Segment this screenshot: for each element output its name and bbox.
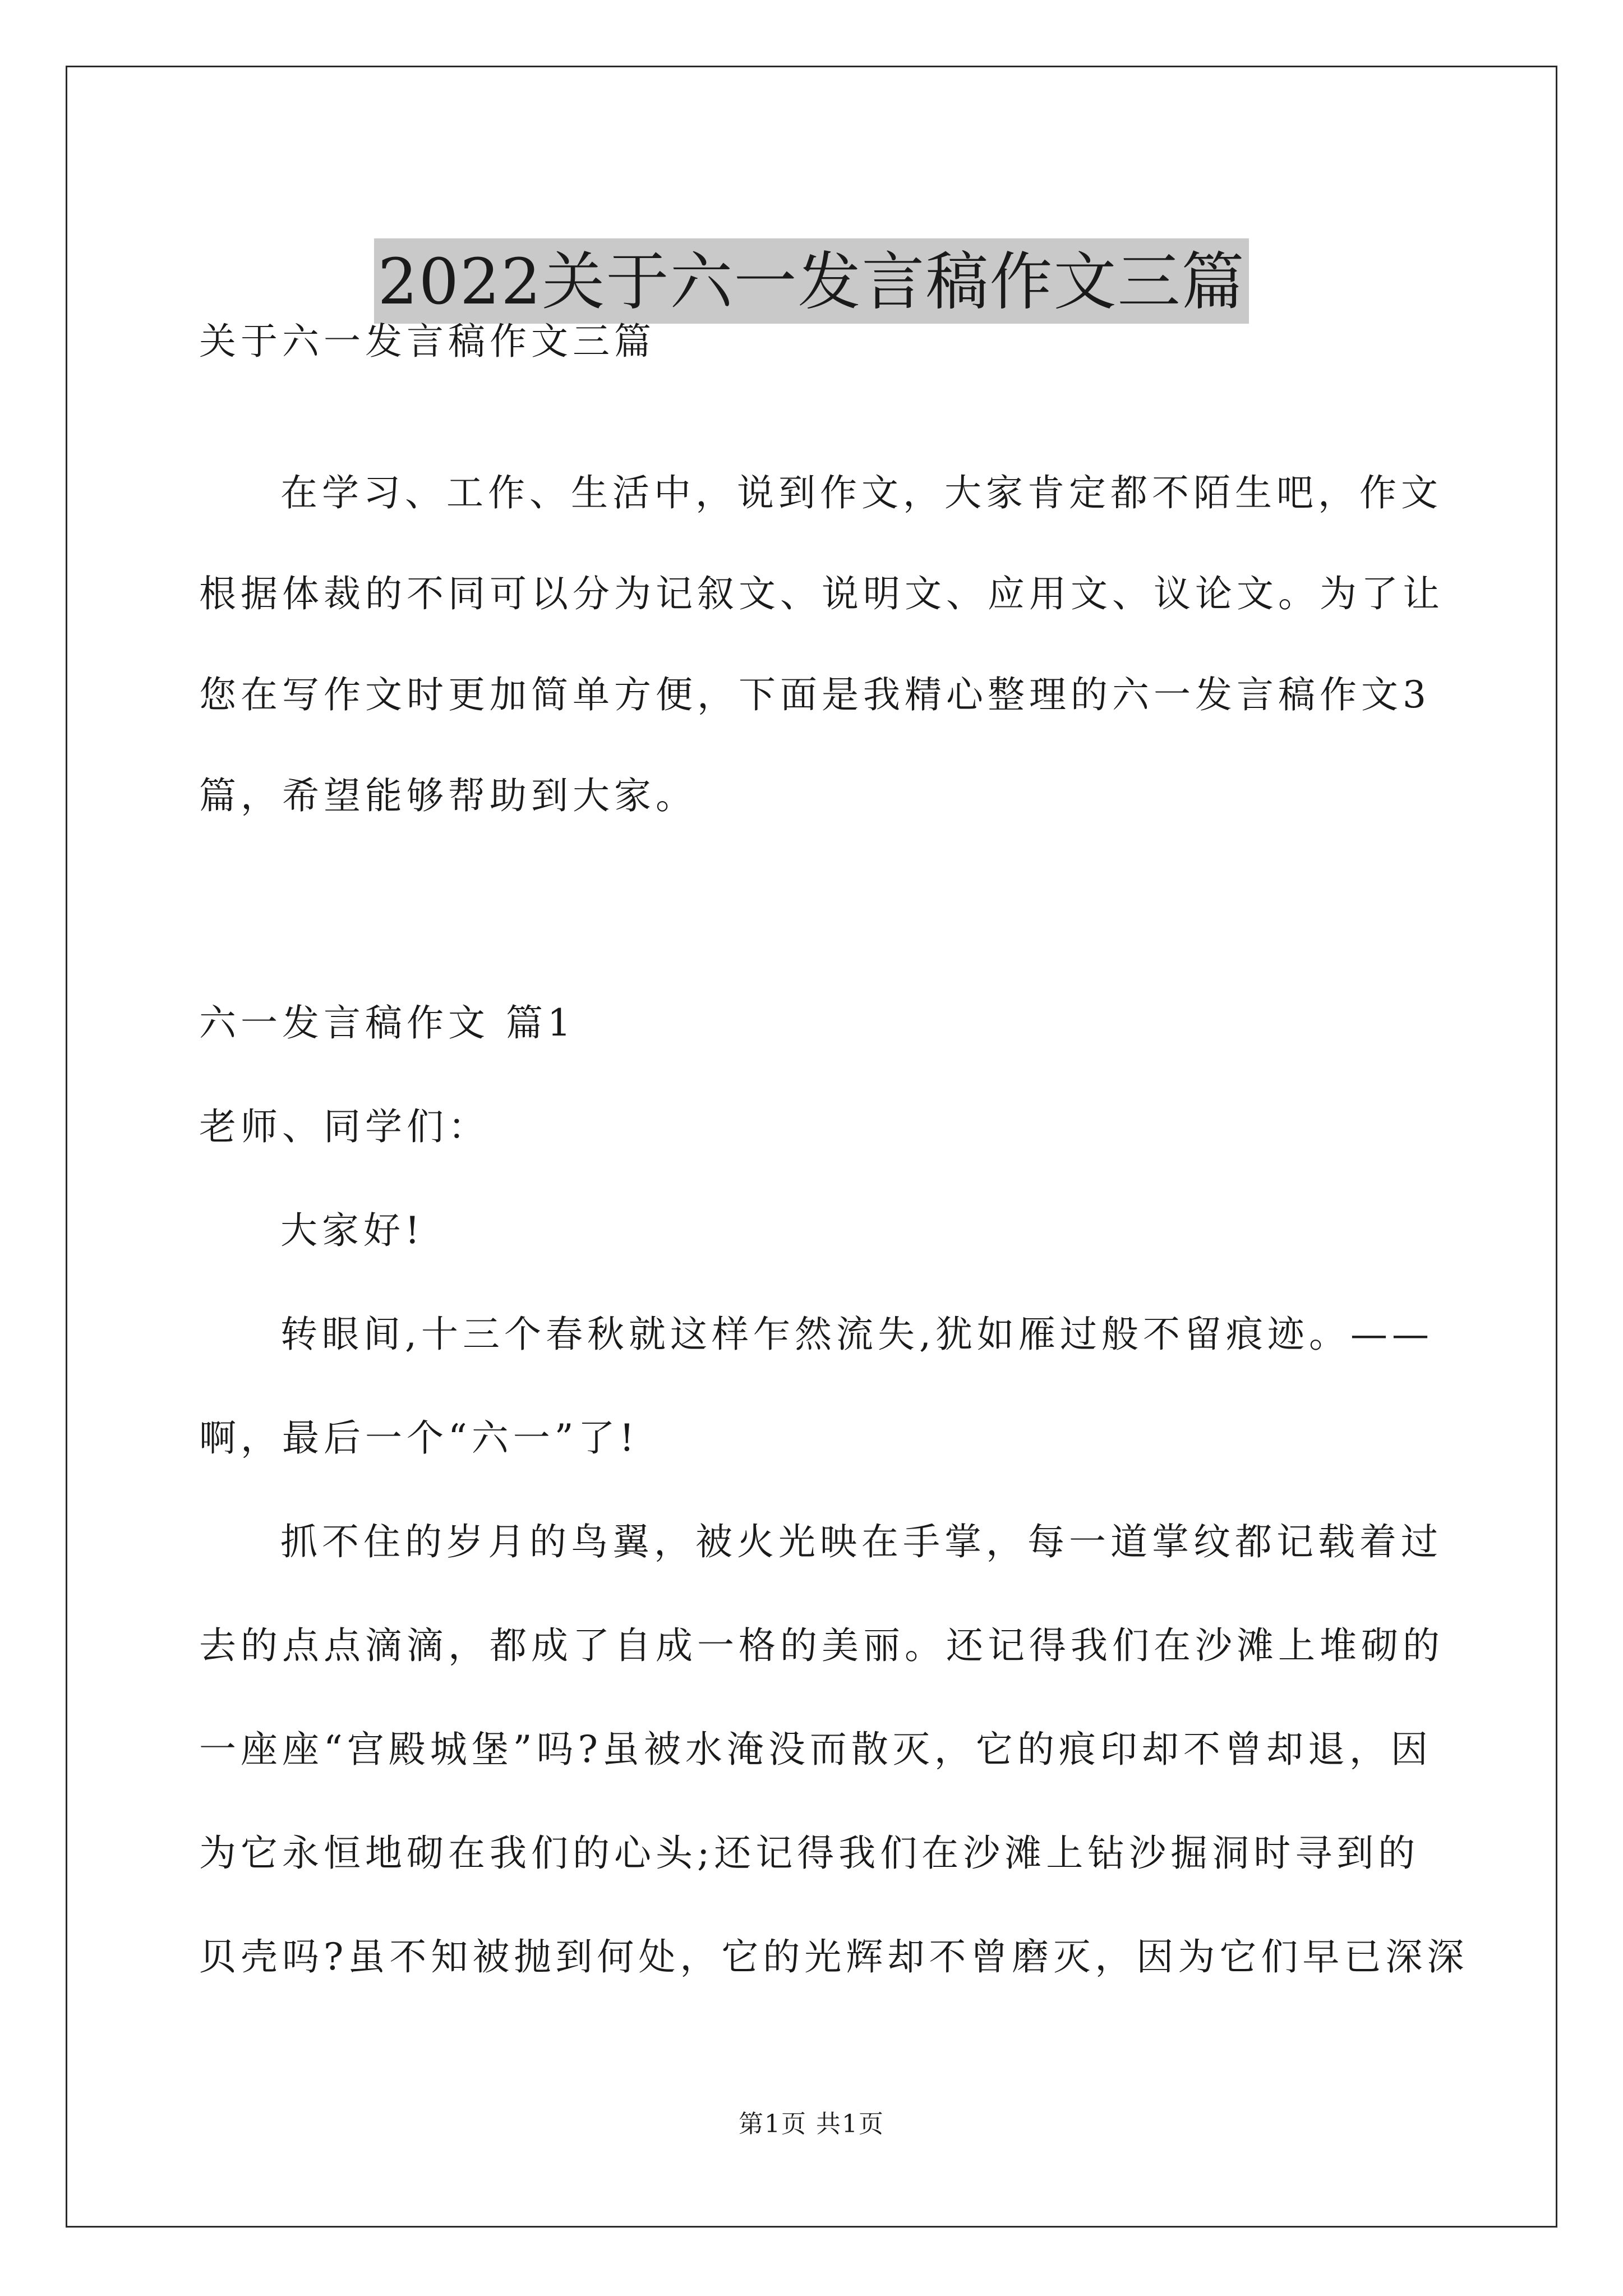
paragraph-2-line-5: 贝壳吗?虽不知被抛到何处，它的光辉却不曾磨灭，因为它们早已深深 xyxy=(199,1935,1469,1978)
intro-paragraph-line-1: 在学习、工作、生活中，说到作文，大家肯定都不陌生吧，作文 xyxy=(280,471,1442,514)
paragraph-2-line-1: 抓不住的岁月的鸟翼，被火光映在手掌，每一道掌纹都记载着过 xyxy=(280,1520,1442,1563)
salutation: 老师、同学们： xyxy=(199,1105,490,1148)
paragraph-2-line-3: 一座座“宫殿城堡”吗?虽被水淹没而散灭，它的痕印却不曾却退，因 xyxy=(199,1728,1432,1771)
paragraph-1-line-1: 转眼间,十三个春秋就这样乍然流失,犹如雁过般不留痕迹。—— xyxy=(280,1313,1433,1356)
subtitle-line: 关于六一发言稿作文三篇 xyxy=(199,320,656,363)
greeting: 大家好! xyxy=(280,1209,425,1252)
paragraph-2-line-4: 为它永恒地砌在我们的心头;还记得我们在沙滩上钻沙掘洞时寻到的 xyxy=(199,1832,1420,1875)
paragraph-2-line-2: 去的点点滴滴，都成了自成一格的美丽。还记得我们在沙滩上堆砌的 xyxy=(199,1624,1444,1667)
section-heading: 六一发言稿作文 篇1 xyxy=(199,1001,575,1045)
intro-paragraph-line-3: 您在写作文时更加简单方便，下面是我精心整理的六一发言稿作文3 xyxy=(199,673,1431,716)
document-title: 2022关于六一发言稿作文三篇 xyxy=(374,238,1248,324)
paragraph-1-line-2: 啊，最后一个“六一”了! xyxy=(199,1416,639,1460)
page-footer: 第1页 共1页 xyxy=(739,2110,884,2138)
intro-paragraph-line-2: 根据体裁的不同可以分为记叙文、说明文、应用文、议论文。为了让 xyxy=(199,572,1444,615)
intro-paragraph-line-4: 篇，希望能够帮助到大家。 xyxy=(199,774,697,817)
